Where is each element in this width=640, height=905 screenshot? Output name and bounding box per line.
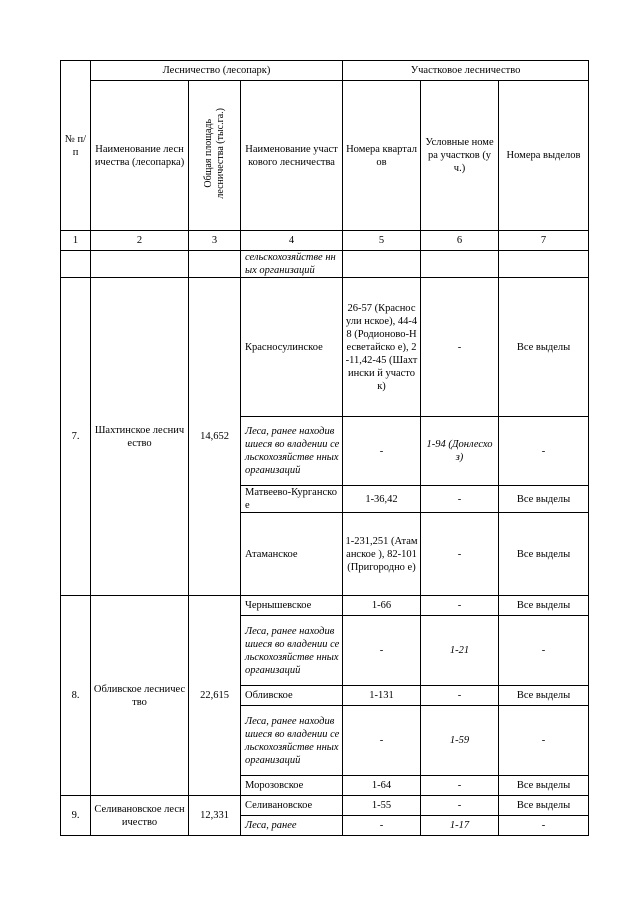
quarter-numbers: 1-55 [343,796,421,816]
table-row [61,796,589,816]
col-number: 1 [61,231,91,251]
forestry-name: Обливское лесничество [91,596,189,796]
plot-numbers: 1-59 [421,706,499,776]
col-number: 2 [91,231,189,251]
header-quarters: Номера кварталов [343,81,421,231]
quarter-numbers: 1-36,42 [343,486,421,513]
district-name: Леса, ранее находившиеся во владении сельскохозяйстве нных организаций [241,417,343,486]
header-group-district: Участковое лесничество [343,61,589,81]
table-row [61,251,589,278]
quarter-numbers: - [343,816,421,836]
table-row [61,596,589,616]
allotment-numbers: Все выделы [499,513,589,596]
col-number: 5 [343,231,421,251]
district-name: Селивановское [241,796,343,816]
plot-numbers: 1-21 [421,616,499,686]
allotment-numbers: Все выделы [499,686,589,706]
forestry-area: 12,331 [189,796,241,836]
header-total-area-text: Общая площадь лесничества (тыс.га.) [202,108,226,199]
forestry-name: Шахтинское лесничество [91,278,189,596]
col-number: 7 [499,231,589,251]
row-number: 8. [61,596,91,796]
header-group-forestry: Лесничество (лесопарк) [91,61,343,81]
plot-numbers: - [421,486,499,513]
allotment-numbers: Все выделы [499,486,589,513]
plot-numbers: - [421,686,499,706]
allotment-numbers: - [499,706,589,776]
header-total-area [189,81,241,231]
header-forestry-name: Наименование лесничества (лесопарка) [91,81,189,231]
allotment-numbers: Все выделы [499,278,589,417]
plot-numbers: - [421,278,499,417]
col-number: 6 [421,231,499,251]
district-name: Красносулинское [241,278,343,417]
quarter-numbers: 1-64 [343,776,421,796]
quarter-numbers: 1-131 [343,686,421,706]
plot-numbers: - [421,796,499,816]
quarter-numbers: - [343,417,421,486]
allotment-numbers: Все выделы [499,776,589,796]
header-allotments: Номера выделов [499,81,589,231]
allotment-numbers: - [499,417,589,486]
district-name: Матвеево-Курганское [241,486,343,513]
district-name: Леса, ранее находившиеся во владении сельскохозяйстве нных организаций [241,616,343,686]
forestry-table [60,60,589,836]
quarter-numbers: 1-66 [343,596,421,616]
quarter-numbers: 1-231,251 (Атаманское ), 82-101 (Пригородно е) [343,513,421,596]
quarter-numbers: - [343,706,421,776]
district-name: Атаманское [241,513,343,596]
district-name: Леса, ранее [241,816,343,836]
allotment-numbers: Все выделы [499,796,589,816]
row-number: 7. [61,278,91,596]
forestry-area: 22,615 [189,596,241,796]
district-name: Обливское [241,686,343,706]
row-number: 9. [61,796,91,836]
quarter-numbers: 26-57 (Красносули нское), 44-48 (Родионово-Несветайско е), 2-11,42-45 (Шахтински й участок) [343,278,421,417]
forestry-area: 14,652 [189,278,241,596]
plot-numbers: 1-94 (Донлесхоз) [421,417,499,486]
district-name: Леса, ранее находившиеся во владении сельскохозяйстве нных организаций [241,706,343,776]
allotment-numbers: Все выделы [499,596,589,616]
plot-numbers: - [421,596,499,616]
header-district-name: Наименование участкового лесничества [241,81,343,231]
forestry-name: Селивановское лесничество [91,796,189,836]
plot-numbers: 1-17 [421,816,499,836]
district-name: сельскохозяйстве нных организаций [241,251,343,278]
allotment-numbers: - [499,816,589,836]
district-name: Морозовское [241,776,343,796]
table-row [61,278,589,417]
plot-numbers: - [421,513,499,596]
header-plots: Условные номера участков (уч.) [421,81,499,231]
col-number: 3 [189,231,241,251]
district-name: Чернышевское [241,596,343,616]
allotment-numbers: - [499,616,589,686]
plot-numbers: - [421,776,499,796]
quarter-numbers: - [343,616,421,686]
col-number: 4 [241,231,343,251]
header-num: № п/п [61,61,91,231]
